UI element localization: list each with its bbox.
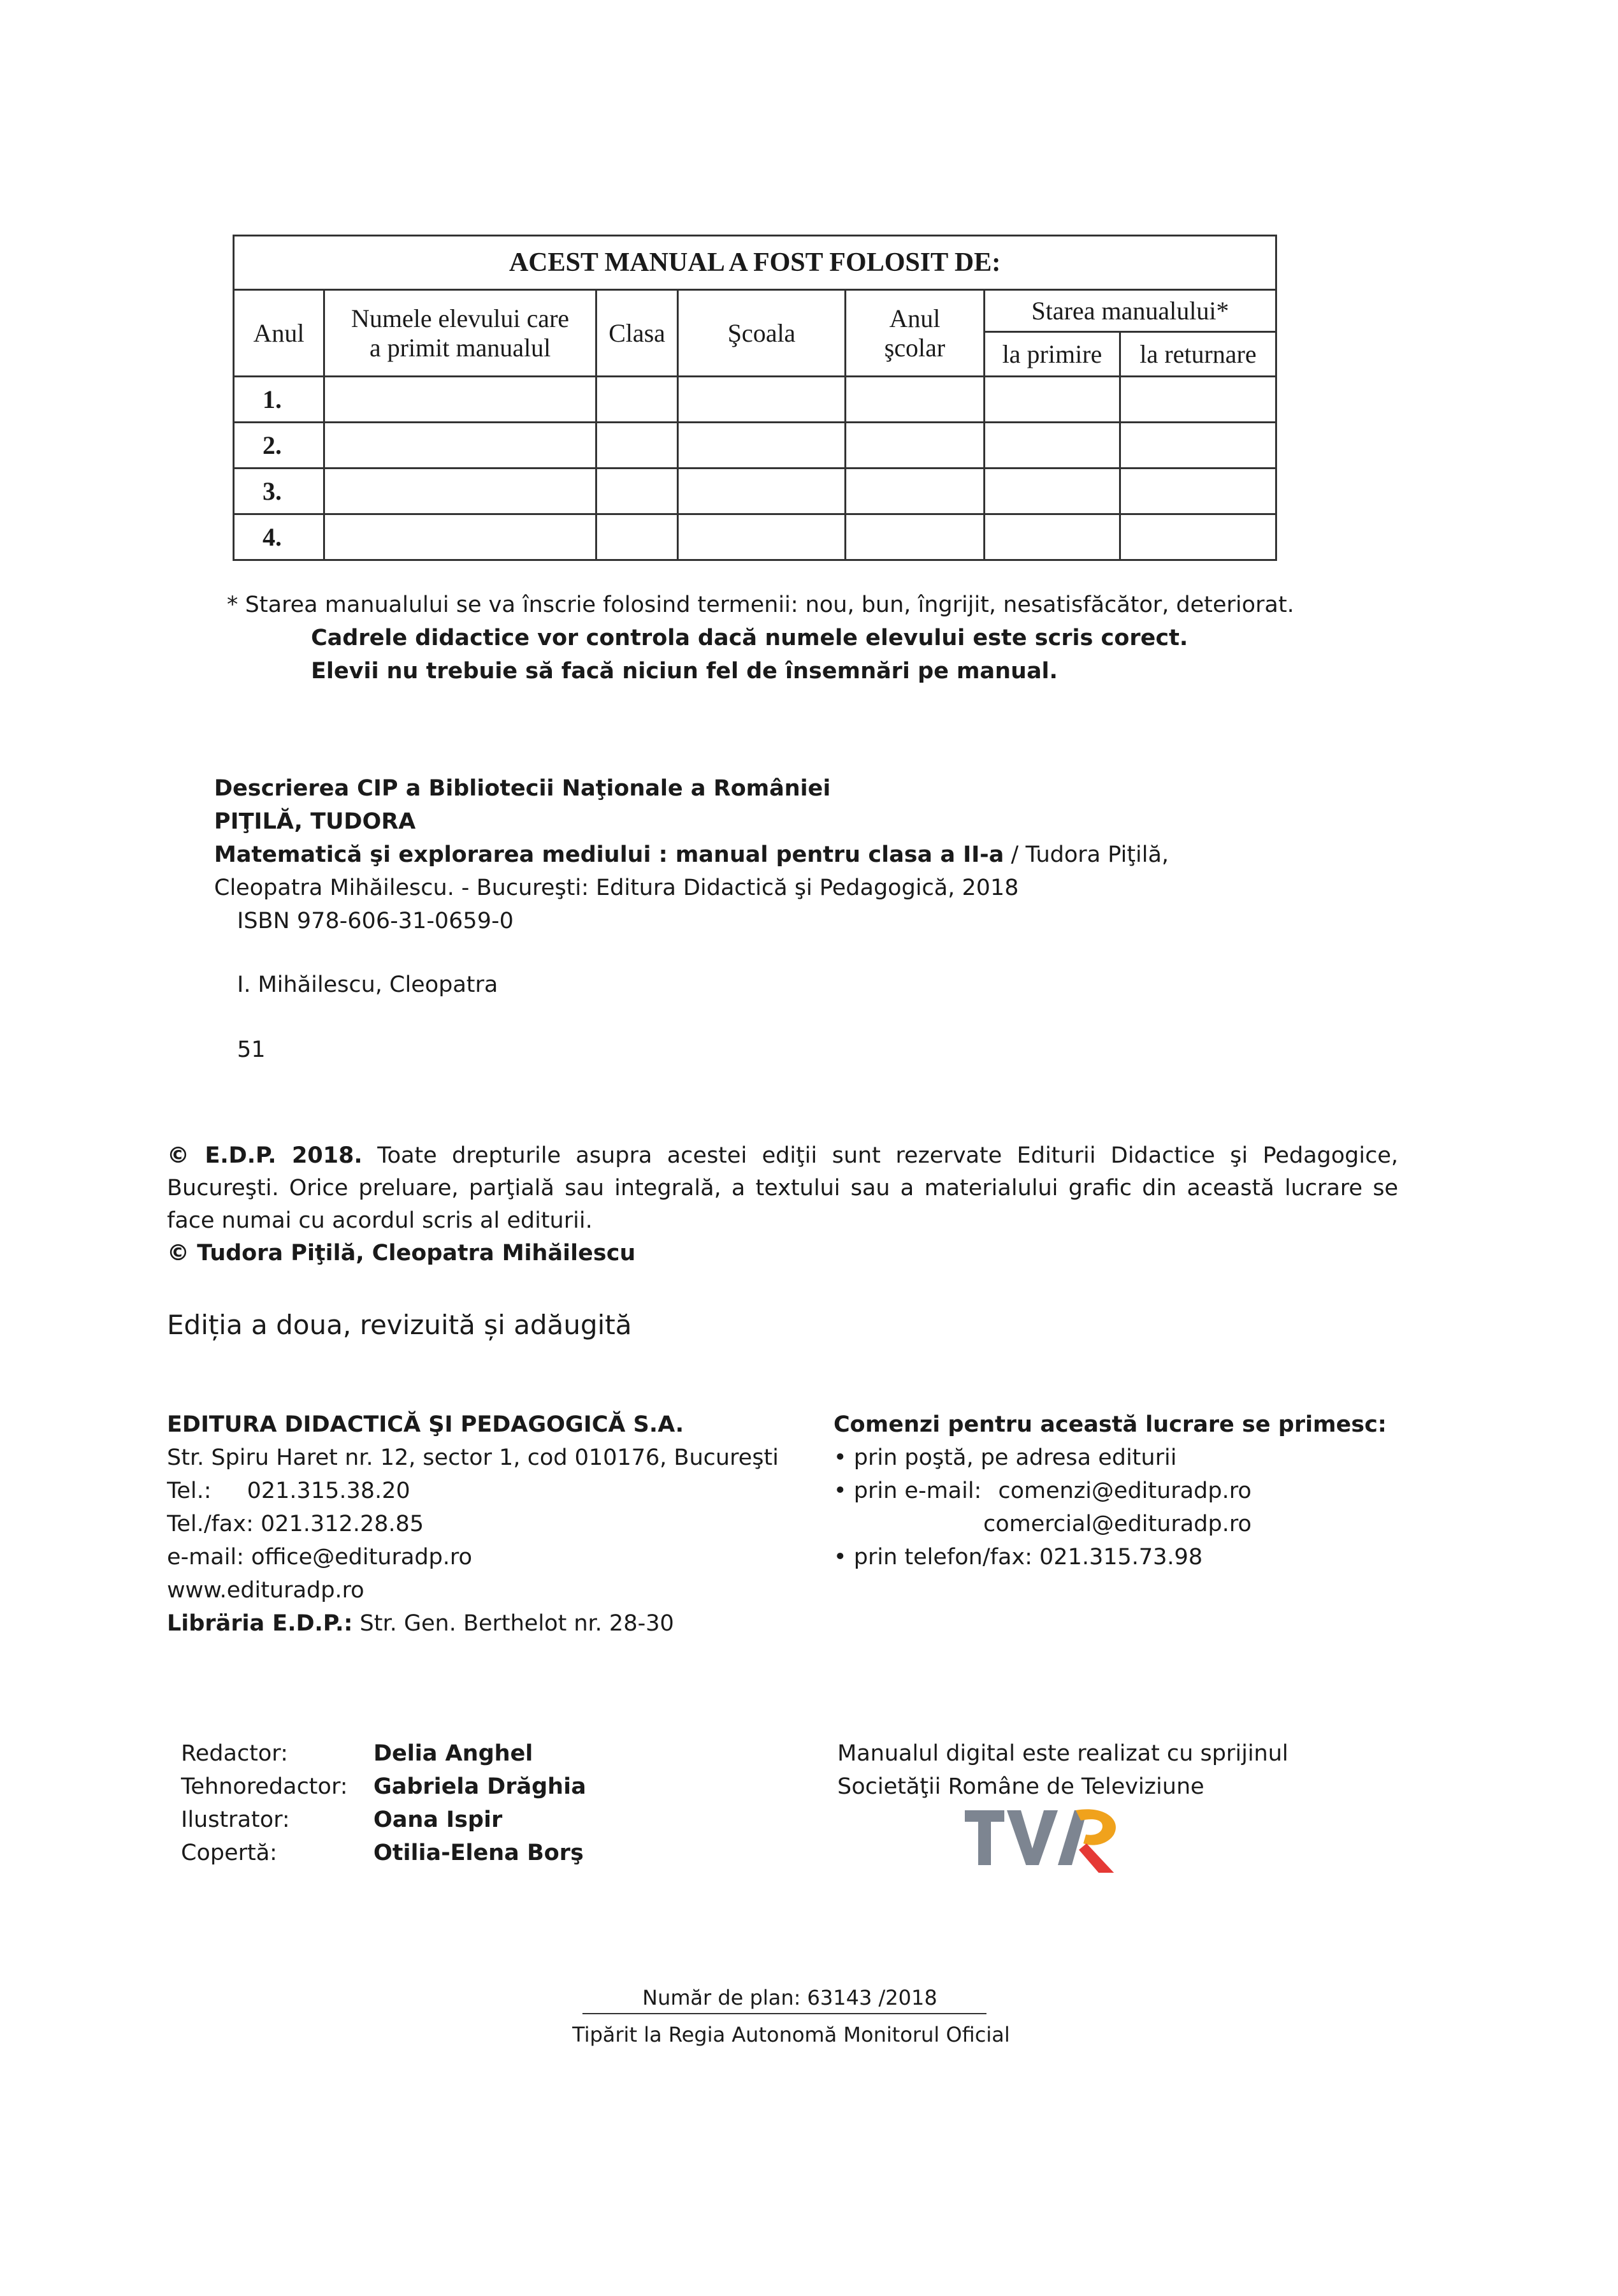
printer-note: Tipărit la Regia Autonomă Monitorul Oficial xyxy=(572,2023,1010,2047)
row-number: 1. xyxy=(234,377,324,423)
orders-email-label: • prin e-mail: xyxy=(834,1478,982,1504)
table-row xyxy=(234,377,1276,423)
header-at-receipt: la primire xyxy=(985,332,1120,377)
cip-line2: Cleopatra Mihăilescu. - Bucureşti: Editura Didactică şi Pedagogică, 2018 xyxy=(214,875,1019,901)
header-school-year-line2: şcolar xyxy=(884,333,946,362)
credit-role: Ilustrator: xyxy=(181,1807,290,1833)
credit-name: Delia Anghel xyxy=(373,1741,533,1766)
cell xyxy=(324,377,596,423)
cell xyxy=(324,514,596,560)
students-note: Elevii nu trebuie să facă niciun fel de însemnări pe manual. xyxy=(311,658,1058,684)
digital-line1: Manualul digital este realizat cu sprijinul xyxy=(837,1741,1289,1766)
cip-class-code: 51 xyxy=(237,1037,266,1063)
publisher-tel-label: Tel.: xyxy=(167,1478,212,1504)
cell xyxy=(846,514,985,560)
publisher-store-line xyxy=(167,1613,674,1635)
cell xyxy=(846,423,985,469)
cell xyxy=(596,469,678,514)
cell xyxy=(1120,423,1276,469)
header-year: Anul xyxy=(234,290,324,377)
cell xyxy=(985,423,1120,469)
row-number: 2. xyxy=(234,423,324,469)
cell xyxy=(678,469,846,514)
header-school: Şcoala xyxy=(678,290,846,377)
table-title: ACEST MANUAL A FOST FOLOSIT DE: xyxy=(234,236,1276,290)
orders-email2: comercial@edituradp.ro xyxy=(983,1511,1252,1537)
cell xyxy=(596,514,678,560)
orders-post: • prin poştă, pe adresa editurii xyxy=(834,1445,1177,1471)
publisher-web: www.edituradp.ro xyxy=(167,1578,365,1603)
publisher-name: EDITURA DIDACTICĂ ŞI PEDAGOGICĂ S.A. xyxy=(167,1412,684,1437)
header-student-name-line2: a primit manualul xyxy=(369,333,551,362)
credit-role: Copertă: xyxy=(181,1840,277,1866)
cell xyxy=(324,423,596,469)
orders-heading: Comenzi pentru această lucrare se primesc: xyxy=(834,1412,1387,1437)
cip-isbn: ISBN 978-606-31-0659-0 xyxy=(237,908,514,934)
cell xyxy=(596,377,678,423)
cip-coauthor: I. Mihăilescu, Cleopatra xyxy=(237,972,498,998)
publisher-address: Str. Spiru Haret nr. 12, sector 1, cod 010176, Bucureşti xyxy=(167,1445,779,1471)
copyright-lead: © E.D.P. 2018. xyxy=(167,1143,363,1168)
row-number: 3. xyxy=(234,469,324,514)
header-student-name xyxy=(324,290,596,377)
cip-title: Matematică şi explorarea mediului : manual pentru clasa a II-a xyxy=(214,842,1004,868)
cell xyxy=(596,423,678,469)
cell xyxy=(846,377,985,423)
copyright-authors: © Tudora Piţilă, Cleopatra Mihăilescu xyxy=(167,1240,636,1266)
credit-name: Gabriela Drăghia xyxy=(373,1774,586,1799)
cell xyxy=(1120,377,1276,423)
teachers-note: Cadrele didactice vor controla dacă numele elevului este scris corect. xyxy=(311,625,1188,651)
credit-name: Otilia-Elena Borş xyxy=(373,1840,584,1866)
credit-role: Redactor: xyxy=(181,1741,288,1766)
cell xyxy=(678,514,846,560)
table-row xyxy=(234,423,1276,469)
copyright-paragraph xyxy=(167,1140,1398,1237)
header-school-year xyxy=(846,290,985,377)
copyright-block xyxy=(167,1140,1398,1270)
cip-heading: Descrierea CIP a Bibliotecii Naţionale a României xyxy=(214,776,831,801)
tvr-logo xyxy=(962,1796,1128,1879)
table-row xyxy=(234,469,1276,514)
digital-line2: Societăţii Române de Televiziune xyxy=(837,1774,1204,1799)
condition-footnote: * Starea manualului se va înscrie folosind termenii: nou, bun, îngrijit, nesatisfăcător, deteriorat. xyxy=(227,592,1294,618)
cell xyxy=(985,377,1120,423)
cell xyxy=(985,514,1120,560)
plan-number: Număr de plan: 63143 /2018 xyxy=(642,1986,937,2010)
orders-email-line xyxy=(834,1480,1252,1502)
cell xyxy=(324,469,596,514)
header-condition: Starea manualului* xyxy=(985,290,1276,332)
orders-email1: comenzi@edituradp.ro xyxy=(998,1478,1252,1504)
publisher-email: e-mail: office@edituradp.ro xyxy=(167,1544,472,1570)
usage-table xyxy=(233,235,1277,561)
publisher-fax: Tel./fax: 021.312.28.85 xyxy=(167,1511,424,1537)
publisher-tel: 021.315.38.20 xyxy=(247,1478,410,1504)
table-row xyxy=(234,514,1276,560)
header-student-name-line1: Numele elevului care xyxy=(350,303,570,333)
cell xyxy=(846,469,985,514)
publisher-store-address: Str. Gen. Berthelot nr. 28-30 xyxy=(352,1611,674,1636)
credit-name: Oana Ispir xyxy=(373,1807,503,1833)
orders-phone: • prin telefon/fax: 021.315.73.98 xyxy=(834,1544,1203,1570)
tvr-logo-mark xyxy=(965,1809,1116,1873)
cip-title-rest: / Tudora Piţilă, xyxy=(1004,842,1169,868)
cip-title-line xyxy=(214,844,1169,866)
header-school-year-line1: Anul xyxy=(889,303,941,333)
cell xyxy=(1120,514,1276,560)
cell xyxy=(1120,469,1276,514)
footer-rule xyxy=(582,2013,986,2014)
cell xyxy=(985,469,1120,514)
credit-role: Tehnoredactor: xyxy=(181,1774,348,1799)
publisher-store-label: Libräria E.D.P.: xyxy=(167,1611,353,1636)
edition-note: Ediția a doua, revizuită și adăugită xyxy=(167,1309,632,1341)
row-number: 4. xyxy=(234,514,324,560)
cell xyxy=(678,377,846,423)
cip-author: PIŢILĂ, TUDORA xyxy=(214,809,416,834)
publisher-tel-line xyxy=(167,1480,410,1502)
header-class: Clasa xyxy=(596,290,678,377)
cell xyxy=(678,423,846,469)
header-at-return: la returnare xyxy=(1120,332,1276,377)
copyright-text: Toate drepturile asupra acestei ediţii sunt rezervate Editurii Didactice şi Pedagogice, Bucureşti. Orice preluare, parţială sau integrală, a textului sau a materialului grafic din această lucrare se face numai cu acordul scris al editurii. xyxy=(167,1143,1398,1233)
